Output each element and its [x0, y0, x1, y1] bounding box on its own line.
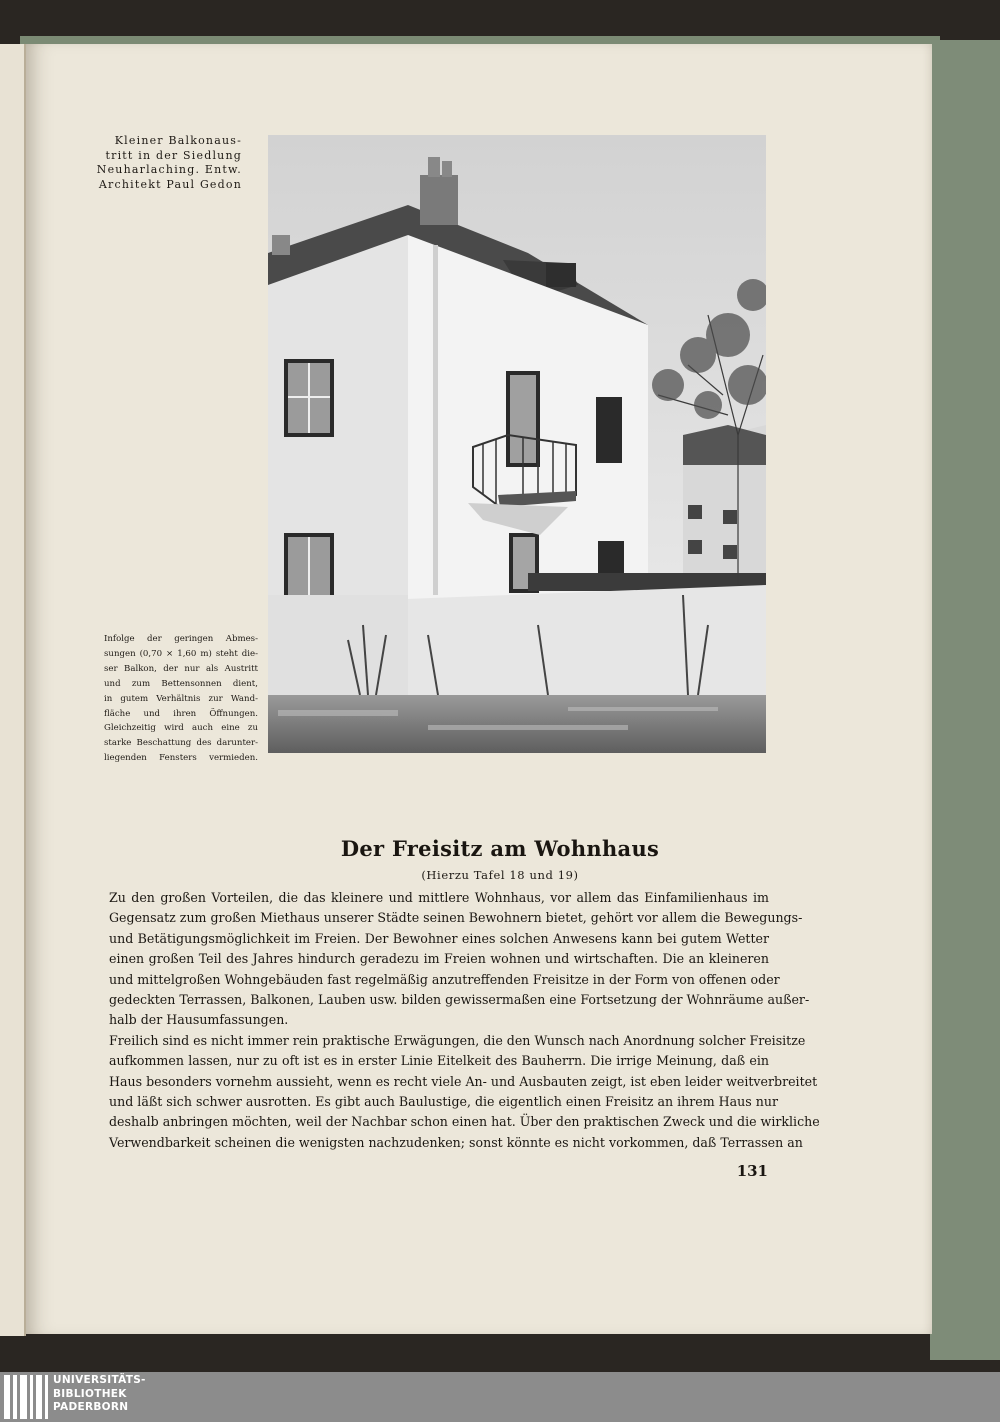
body-line: Zu den großen Vorteilen, die das kleinere und mittlere Wohnhaus, vor allem das Einfamilienhaus im	[109, 890, 769, 905]
library-logo-text	[53, 1374, 146, 1415]
caption-line: sungen (0,70 × 1,60 m) steht die-	[104, 648, 258, 659]
caption-line: tritt in der Siedlung	[105, 148, 242, 162]
article-subtitle: (Hierzu Tafel 18 und 19)	[421, 868, 579, 882]
library-logo-icon	[4, 1375, 48, 1419]
logo-line: PADERBORN	[53, 1401, 129, 1413]
library-footer-bar	[0, 1372, 1000, 1422]
body-line: Haus besonders vornehm aussieht, wenn es recht viele An- und Ausbauten zeigt, ist eben leider weitverbreitet	[109, 1073, 818, 1089]
body-line: Freilich sind es nicht immer rein praktische Erwägungen, die den Wunsch nach Anordnung solcher Freisitze	[109, 1032, 806, 1048]
caption-line: Kleiner Balkonaus-	[114, 134, 242, 147]
photo-caption-description	[104, 632, 258, 766]
body-line: aufkommen lassen, nur zu oft ist es in erster Linie Eitelkeit des Bauherrn. Die irrige Meinung, daß ein	[109, 1053, 769, 1069]
logo-line: UNIVERSITÄTS-	[53, 1374, 146, 1386]
body-line: einen großen Teil des Jahres hindurch geradezu im Freien wohnen und wirtschaften. Die an kleineren	[109, 951, 769, 967]
caption-line: Architekt Paul Gedon	[98, 177, 242, 191]
previous-page-edge	[0, 44, 26, 1336]
photo-caption-title	[94, 134, 242, 192]
house-balcony-photo	[268, 135, 766, 753]
caption-line: Gleichzeitig wird auch eine zu	[104, 723, 258, 734]
book-cover-edge-right	[930, 40, 1000, 1360]
caption-line: liegenden Fensters vermieden.	[104, 753, 258, 764]
body-line: und Betätigungsmöglichkeit im Freien. Der Bewohner eines solchen Anwesens kann bei gutem Wetter	[109, 930, 769, 946]
article-title: Der Freisitz am Wohnhaus	[340, 836, 660, 861]
caption-line: in gutem Verhältnis zur Wand-	[104, 693, 258, 704]
caption-line: Neuharlaching. Entw.	[96, 163, 242, 176]
page-number: 131	[736, 1162, 768, 1180]
body-line: Verwendbarkeit scheinen die wenigsten nachzudenken; sonst könnte es nicht vorkommen, daß Terrassen an	[109, 1134, 803, 1150]
body-line: und läßt sich schwer ausrotten. Es gibt auch Baulustige, die eigentlich einen Freisitz an ihrem Haus nur	[109, 1094, 778, 1110]
caption-line: und zum Bettensonnen dient,	[104, 678, 258, 689]
caption-line: starke Beschattung des darunter-	[104, 738, 258, 749]
body-line: halb der Hausumfassungen.	[109, 1012, 289, 1028]
caption-line: fläche und ihren Öffnungen.	[104, 708, 258, 719]
body-line: und mittelgroßen Wohngebäuden fast regelmäßig anzutreffenden Freisitze in der Form von offenen oder	[109, 971, 780, 987]
body-line: Gegensatz zum großen Miethaus unserer Städte seinen Bewohnern bietet, gehört vor allem die Bewegungs-	[109, 910, 803, 926]
caption-line: Infolge der geringen Abmes-	[104, 634, 258, 644]
article-body	[109, 888, 820, 1153]
logo-line: BIBLIOTHEK	[53, 1387, 127, 1400]
body-line: gedeckten Terrassen, Balkonen, Lauben usw. bilden gewissermaßen eine Fortsetzung der Wohnräume außer-	[109, 992, 810, 1008]
caption-line: ser Balkon, der nur als Austritt	[104, 663, 258, 674]
body-line: deshalb anbringen möchten, weil der Nachbar schon einen hat. Über den praktischen Zweck und die wirkliche	[109, 1114, 820, 1130]
